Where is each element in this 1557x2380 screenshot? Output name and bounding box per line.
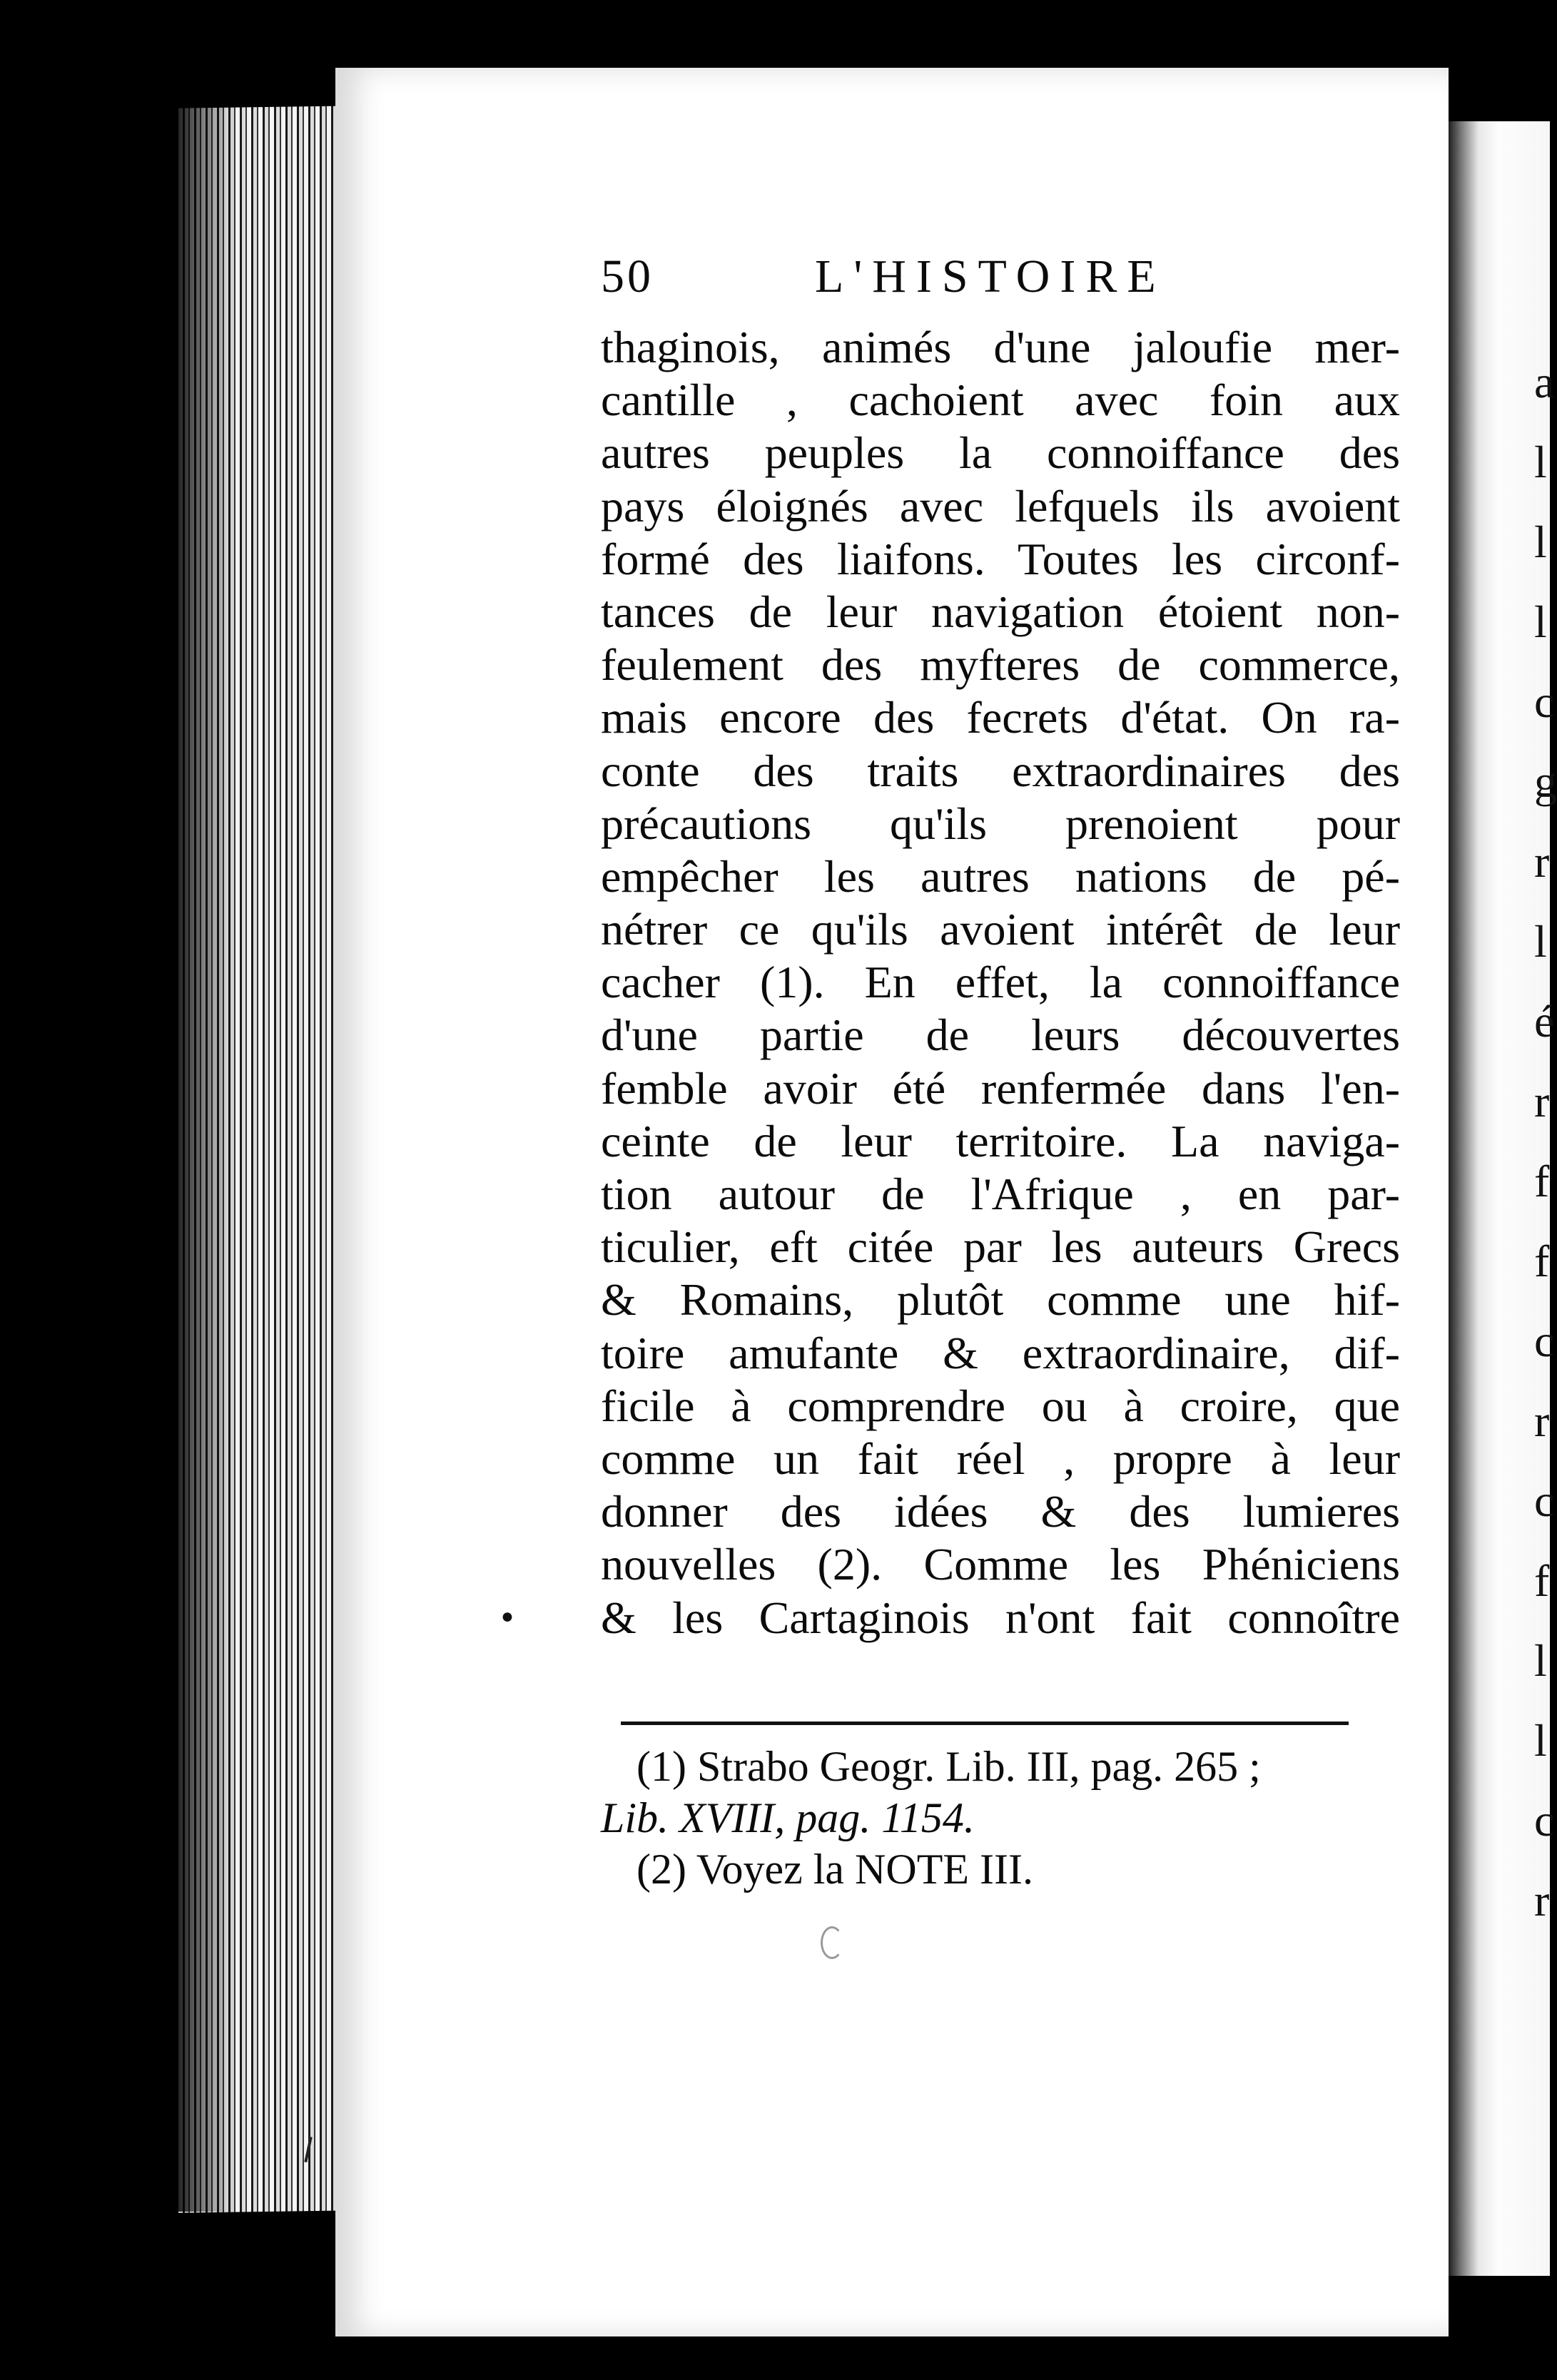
footnote-rule [621, 1722, 1349, 1725]
facing-page-letter: r [1534, 836, 1550, 887]
text-line: thaginois, animés d'une jaloufie mer- [601, 322, 1400, 372]
stain-mark [821, 1926, 843, 1959]
footnote-2: (2) Voyez la NOTE III. [637, 1846, 1033, 1893]
facing-page-letter: f [1534, 1236, 1550, 1286]
text-line: précautions qu'ils prenoient pour [601, 798, 1400, 849]
facing-page-letter: l [1534, 437, 1547, 487]
facing-page-letter: l [1534, 1715, 1547, 1766]
footnotes [601, 1741, 1400, 1895]
facing-page-letter: l [1534, 916, 1547, 967]
text-line: empêcher les autres nations de pé- [601, 850, 1400, 902]
text-line: & Romains, plutôt comme une hif- [601, 1274, 1400, 1326]
running-title: L'HISTOIRE [815, 250, 1166, 302]
facing-page-letter: l [1534, 1635, 1547, 1686]
footnote-1-continued: Lib. XVIII, pag. 1154. [601, 1794, 975, 1841]
text-line: cacher (1). En effet, la connoiffance [601, 957, 1400, 1008]
text-line: feulement des myfteres de commerce, [601, 639, 1400, 691]
text-line: nouvelles (2). Comme les Phéniciens [601, 1539, 1400, 1590]
text-line: femble avoir été renfermée dans l'en- [601, 1062, 1400, 1114]
facing-page-letter: f [1534, 1555, 1550, 1606]
facing-page-letter: r [1534, 1875, 1550, 1926]
facing-page-letters [1534, 342, 1556, 1941]
text-line: tances de leur navigation étoient non- [601, 586, 1400, 637]
text-line: ticulier, eft citée par les auteurs Grecs [601, 1221, 1400, 1273]
text-line: tion autour de l'Afrique , en par- [601, 1169, 1400, 1219]
text-line: ceinte de leur territoire. La naviga- [601, 1115, 1400, 1166]
facing-page-letter: l [1534, 517, 1547, 567]
page-number: 50 [601, 250, 654, 302]
text-line: autres peuples la connoiffance des [601, 427, 1400, 479]
facing-page-letter: c [1534, 1316, 1555, 1366]
text-line: conte des traits extraordinaires des [601, 745, 1400, 796]
footnote-1: (1) Strabo Geogr. Lib. III, pag. 265 ; [637, 1743, 1261, 1790]
body-text [601, 321, 1400, 1644]
text-line: & les Cartaginois n'ont fait connoître [601, 1592, 1400, 1643]
facing-page-letter: é [1534, 996, 1555, 1047]
text-line: toire amufante & extraordinaire, dif- [601, 1327, 1400, 1378]
text-line: mais encore des fecrets d'état. On ra- [601, 692, 1400, 743]
text-line: cantille , cachoient avec foin aux [601, 375, 1400, 426]
text-line: comme un fait réel , propre à leur [601, 1433, 1400, 1484]
facing-page-letter: l [1534, 596, 1547, 647]
text-line: nétrer ce qu'ils avoient intérêt de leur [601, 904, 1400, 955]
facing-page-letter: f [1534, 1156, 1550, 1206]
text-line: pays éloignés avec lefquels ils avoient [601, 480, 1400, 532]
facing-page-letter: c [1534, 1475, 1555, 1526]
facing-page-letter: a [1534, 357, 1555, 407]
margin-mark-icon: • [498, 1600, 517, 1637]
text-line: d'une partie de leurs découvertes [601, 1010, 1400, 1061]
text-block [601, 250, 1400, 1644]
facing-page-letter: r [1534, 1395, 1550, 1446]
running-head [601, 250, 1400, 321]
facing-page-letter: g [1534, 756, 1557, 807]
text-line: ficile à comprendre ou à croire, que [601, 1380, 1400, 1431]
facing-page-letter: c [1534, 676, 1555, 727]
text-line: formé des liaifons. Toutes les circonf- [601, 533, 1400, 584]
facing-page-letter: r [1534, 1076, 1550, 1127]
text-line: donner des idées & des lumieres [601, 1486, 1400, 1537]
facing-page-letter: c [1534, 1795, 1555, 1846]
page-edges-shadow [178, 107, 235, 2212]
